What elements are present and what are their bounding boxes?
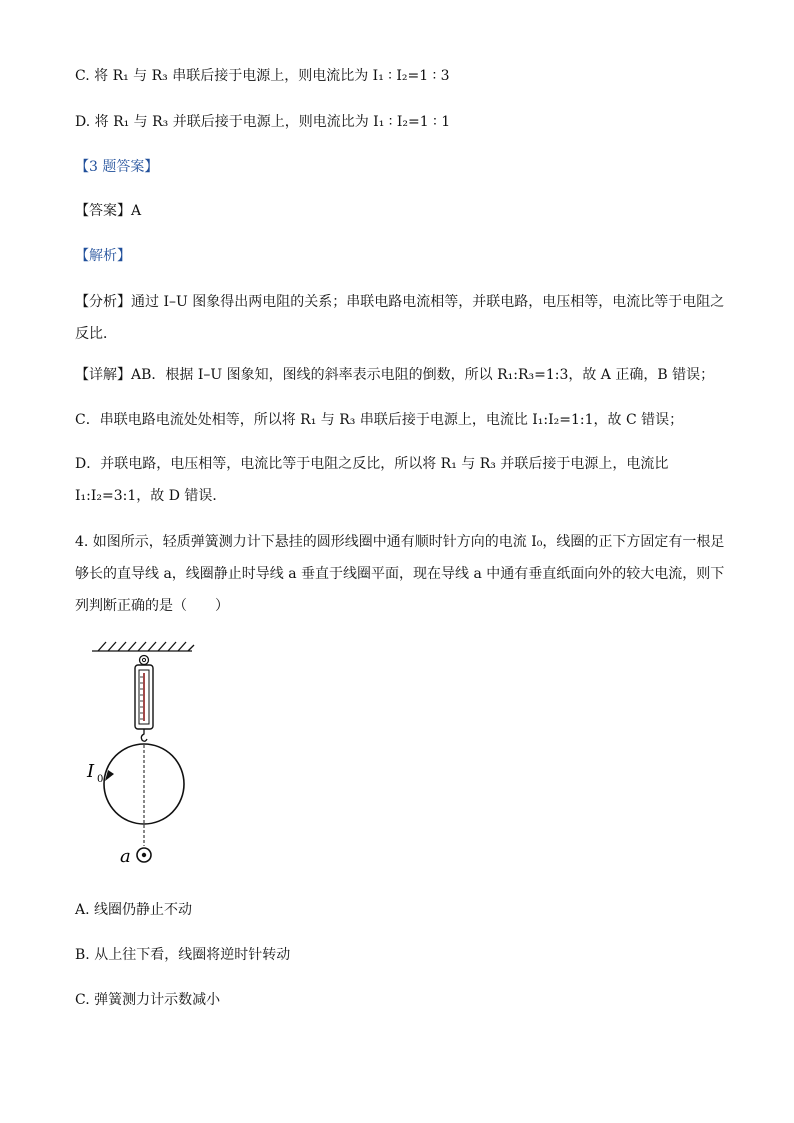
current-label-subscript: 0 xyxy=(97,774,104,785)
analysis-fenxi: 【分析】通过 I–U 图象得出两电阻的关系；串联电路电流相等，并联电路，电压相等，电流比等于电阻之反比． xyxy=(75,294,725,342)
wire-a-dot-icon xyxy=(142,853,146,857)
option-d-previous: D. 将 R₁ 与 R₃ 并联后接于电源上，则电流比为 I₁ ∶ I₂=1 ∶ 1 xyxy=(75,114,451,130)
q4-option-b: B. 从上往下看，线圈将逆时针转动 xyxy=(75,947,291,963)
q4-option-a: A. 线圈仍静止不动 xyxy=(75,902,193,918)
answer-heading: 【3 题答案】 xyxy=(75,159,159,175)
analysis-heading: 【解析】 xyxy=(75,248,131,264)
q4-option-c: C. 弹簧测力计示数减小 xyxy=(75,992,221,1008)
current-label: I xyxy=(87,761,95,782)
coil-spring-scale-figure xyxy=(84,637,200,873)
explanation-d: D．并联电路，电压相等，电流比等于电阻之反比，所以将 R₁ 与 R₃ 并联后接于电源上，电流比 I₁:I₂=3:1，故 D 错误． xyxy=(75,456,669,504)
explanation-c: C．串联电路电流处处相等，所以将 R₁ 与 R₃ 串联后接于电源上，电流比 I₁:I₂=1:1，故 C 错误； xyxy=(75,412,684,428)
analysis-xiangjie: 【详解】AB．根据 I–U 图象知，图线的斜率表示电阻的倒数，所以 R₁:R₃=1:3，故 A 正确，B 错误； xyxy=(75,367,715,383)
question-4-stem: 4. 如图所示，轻质弹簧测力计下悬挂的圆形线圈中通有顺时针方向的电流 I₀，线圈的正下方固定有一根足够长的直导线 a，线圈静止时导线 a 垂直于线圈平面，现在导线 a 中通有垂直纸面向外的较大电流，则下列判断正确的是（ ） xyxy=(75,534,725,614)
ceiling-hatch xyxy=(92,642,194,651)
answer-text: 【答案】A xyxy=(75,203,142,219)
spring-scale xyxy=(135,656,153,742)
option-c-previous: C. 将 R₁ 与 R₃ 串联后接于电源上，则电流比为 I₁ ∶ I₂=1 ∶ 3 xyxy=(75,68,450,84)
wire-label: a xyxy=(120,846,131,867)
